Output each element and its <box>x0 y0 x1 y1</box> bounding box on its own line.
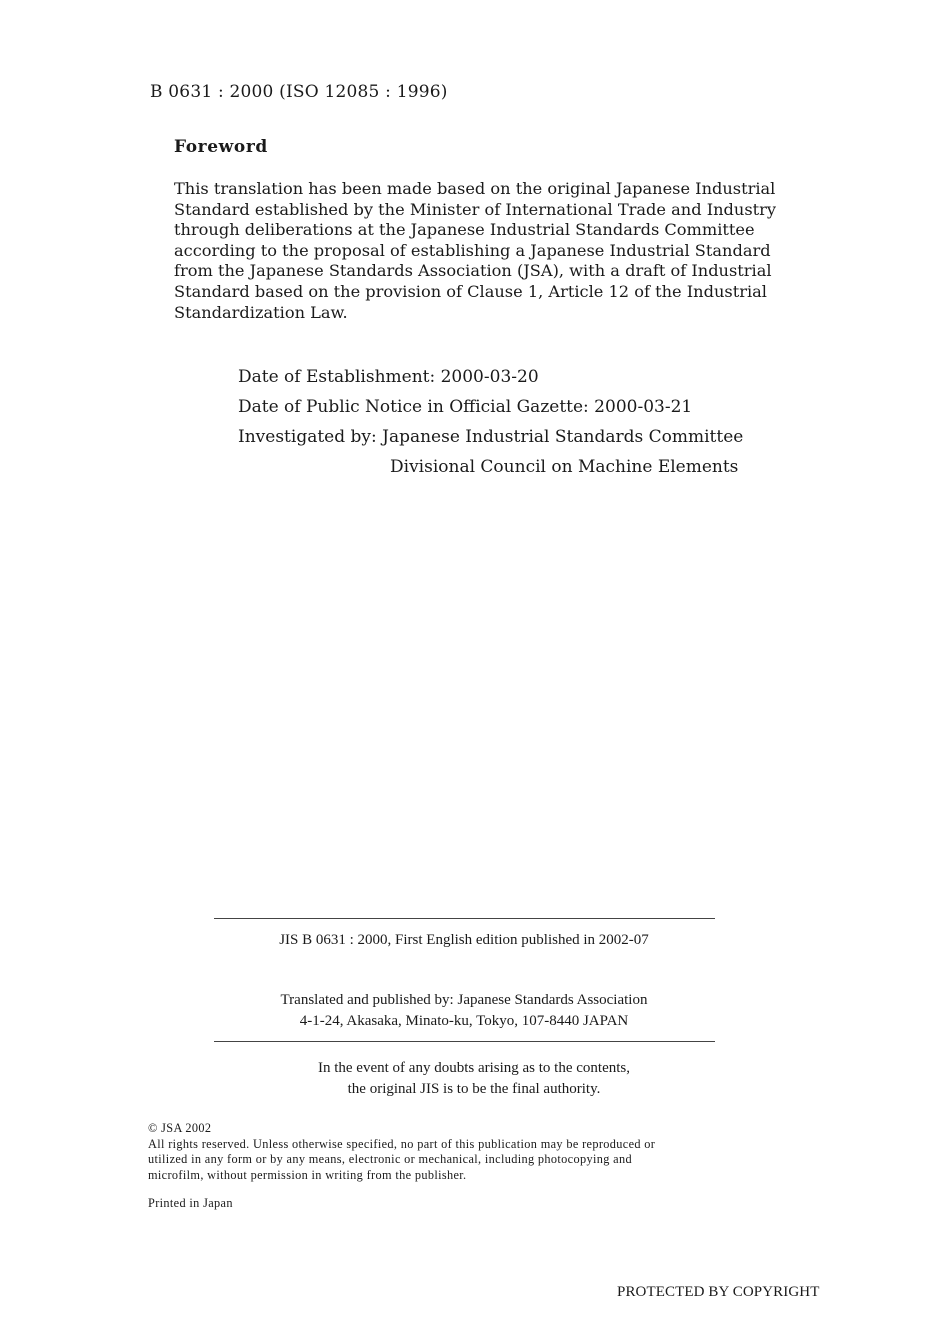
protected-by-copyright-watermark: PROTECTED BY COPYRIGHT <box>617 1284 820 1300</box>
divisional-council: Divisional Council on Machine Elements <box>390 457 739 477</box>
document-code-header: B 0631 : 2000 (ISO 12085 : 1996) <box>150 82 448 102</box>
foreword-line: This translation has been made based on the original Japanese Industrial <box>174 179 776 198</box>
authority-line: In the event of any doubts arising as to the contents, <box>317 1060 630 1076</box>
rights-line: microfilm, without permission in writing from the publisher. <box>148 1167 467 1182</box>
investigated-by: Investigated by: Japanese Industrial Standards Committee <box>238 427 744 447</box>
copyright-notice: © JSA 2002 <box>148 1121 212 1135</box>
footer-middle-divider <box>214 1041 715 1042</box>
publisher-address: 4-1-24, Akasaka, Minato-ku, Tokyo, 107-8440 JAPAN <box>299 1012 629 1029</box>
publisher-line: Translated and published by: Japanese Standards Association <box>280 992 648 1008</box>
copyright-block <box>148 1121 655 1183</box>
authority-notice <box>214 1058 734 1099</box>
establishment-details <box>238 362 743 482</box>
foreword-line: according to the proposal of establishing a Japanese Industrial Standard <box>174 240 771 260</box>
footer-top-divider <box>214 918 715 919</box>
printed-in-japan: Printed in Japan <box>148 1196 233 1210</box>
edition-statement: JIS B 0631 : 2000, First English edition published in 2002-07 <box>279 932 649 948</box>
foreword-line: Standard based on the provision of Clause 1, Article 12 of the Industrial <box>174 281 767 301</box>
date-of-establishment: Date of Establishment: 2000-03-20 <box>238 367 539 387</box>
authority-line: the original JIS is to be the final authority. <box>347 1080 601 1097</box>
foreword-line: from the Japanese Standards Association (JSA), with a draft of Industrial <box>174 261 772 281</box>
foreword-line: Standard established by the Minister of International Trade and Industry <box>174 199 777 219</box>
foreword-body <box>174 179 794 323</box>
foreword-heading: Foreword <box>174 137 268 157</box>
foreword-line: Standardization Law. <box>174 302 348 322</box>
foreword-line: through deliberations at the Japanese Industrial Standards Committee <box>174 220 755 240</box>
rights-line: utilized in any form or by any means, electronic or mechanical, including photocopying and <box>148 1152 632 1167</box>
publisher-block <box>214 990 714 1031</box>
date-of-public-notice: Date of Public Notice in Official Gazette: 2000-03-21 <box>238 397 693 417</box>
rights-line: All rights reserved. Unless otherwise specified, no part of this publication may be reproduced or <box>148 1136 656 1151</box>
